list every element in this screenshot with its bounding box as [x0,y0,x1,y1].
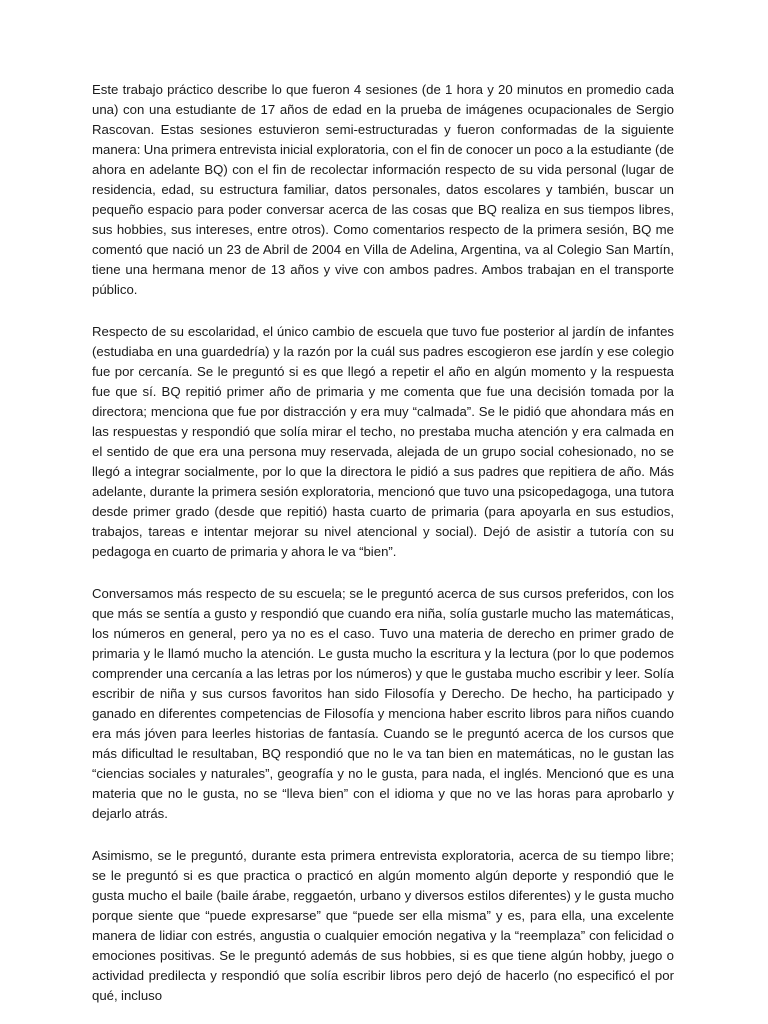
paragraph-1: Este trabajo práctico describe lo que fueron 4 sesiones (de 1 hora y 20 minutos en promedio cada una) con una estudiante de 17 años de edad en la prueba de imágenes ocupacionales de Sergio Rascovan. Estas sesiones estuvieron semi-estructuradas y fueron conformadas de la siguiente manera: Una primera entrevista inicial exploratoria, con el fin de conocer un poco a la estudiante (de ahora en adelante BQ) con el fin de recolectar información respecto de su vida personal (lugar de residencia, edad, su estructura familiar, datos personales, datos escolares y también, buscar un pequeño espacio para poder conversar acerca de las cosas que BQ realiza en sus tiempos libres, sus hobbies, sus intereses, entre otros). Como comentarios respecto de la primera sesión, BQ me comentó que nació un 23 de Abril de 2004 en Villa de Adelina, Argentina, va al Colegio San Martín, tiene una hermana menor de 13 años y vive con ambos padres. Ambos trabajan en el transporte público. [92,82,674,297]
paragraph-2: Respecto de su escolaridad, el único cambio de escuela que tuvo fue posterior al jardín de infantes (estudiaba en una guardedría) y la razón por la cuál sus padres escogieron ese jardín y ese colegio fue por cercanía. Se le preguntó si es que llegó a repetir el año en algún momento y la respuesta fue que sí. BQ repitió primer año de primaria y me comenta que fue una decisión tomada por la directora; menciona que fue por distracción y era muy “calmada”. Se le pidió que ahondara más en las respuestas y respondió que solía mirar el techo, no prestaba mucha atención y era calmada en el sentido de que era una persona muy reservada, alejada de un grupo social cohesionado, no se llegó a integrar socialmente, por lo que la directora le pidió a sus padres que repitiera de año. Más adelante, durante la primera sesión exploratoria, mencionó que tuvo una psicopedagoga, una tutora desde primer grado (desde que repitió) hasta cuarto de primaria (para apoyarla en sus estudios, trabajos, tareas e intentar mejorar su nivel atencional y social). Dejó de asistir a tutoría con su pedagoga en cuarto de primaria y ahora le va “bien”. [92,324,674,559]
document-body [92,80,674,1024]
paragraph-3: Conversamos más respecto de su escuela; se le preguntó acerca de sus cursos preferidos, con los que más se sentía a gusto y respondió que cuando era niña, solía gustarle mucho las matemáticas, los números en general, pero ya no es el caso. Tuvo una materia de derecho en primer grado de primaria y le llamó mucho la atención. Le gusta mucho la escritura y la lectura (por lo que podemos comprender una cercanía a las letras por los números) y que le gustaba mucho escribir y leer. Solía escribir de niña y sus cursos favoritos han sido Filosofía y Derecho. De hecho, ha participado y ganado en diferentes competencias de Filosofía y menciona haber escrito libros para niños cuando era más jóven para leerles historias de fantasía. Cuando se le preguntó acerca de los cursos que más dificultad le resultaban, BQ respondió que no le va tan bien en matemáticas, no le gustan las “ciencias sociales y naturales”, geografía y no le gusta, para nada, el inglés. Mencionó que es una materia que no le gusta, no se “lleva bien” con el idioma y que no ve las horas para aprobarlo y dejarlo atrás. [92,586,674,821]
paragraph-4: Asimismo, se le preguntó, durante esta primera entrevista exploratoria, acerca de su tiempo libre; se le preguntó si es que practica o practicó en algún momento algún deporte y respondió que le gusta mucho el baile (baile árabe, reggaetón, urbano y diversos estilos diferentes) y le gusta mucho porque siente que “puede expresarse” que “puede ser ella misma” y es, para ella, una excelente manera de lidiar con estrés, angustia o cualquier emoción negativa y la “reemplaza” con felicidad o emociones positivas. Se le preguntó además de sus hobbies, si es que tiene algún hobby, juego o actividad predilecta y respondió que solía escribir libros pero dejó de hacerlo (no especificó el por qué, incluso [92,848,674,1003]
